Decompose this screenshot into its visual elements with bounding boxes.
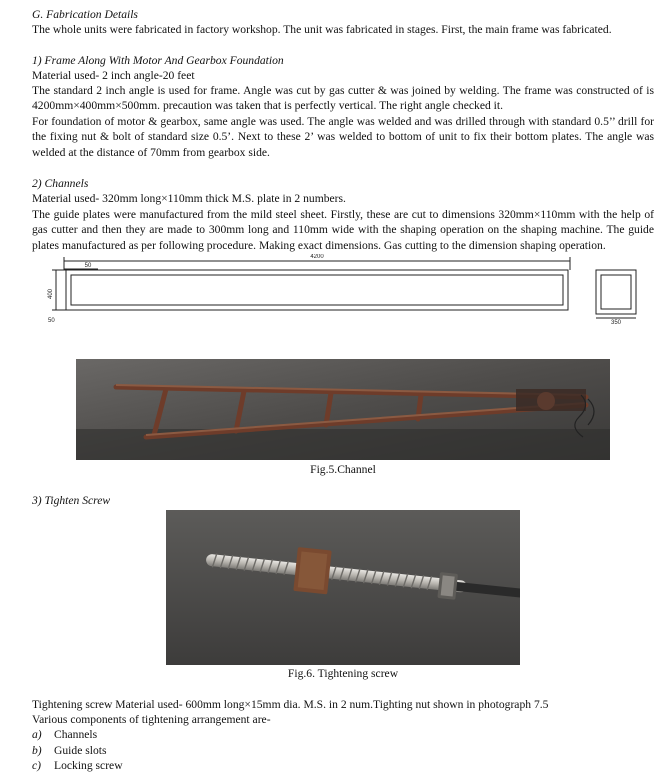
tail-intro: Various components of tightening arrangement are- xyxy=(32,713,271,726)
tail-paragraph: Tightening screw Material used- 600mm long×15mm dia. M.S. in 2 num.Tighting nut shown in photograph 7.5 xyxy=(32,698,549,711)
fig5-photo xyxy=(76,359,610,460)
list-item xyxy=(32,758,123,774)
components-list xyxy=(32,727,123,774)
list-item-text: Guide slots xyxy=(54,743,107,757)
list-item-label: a) xyxy=(32,728,42,741)
channel-frame-image xyxy=(76,359,610,460)
frame-drawing xyxy=(40,254,650,330)
section-g-heading: G. Fabrication Details xyxy=(32,8,138,21)
section-1-paragraph-1: The standard 2 inch angle is used for frame. Angle was cut by gas cutter & was joined by welding. The frame was constructed of is 4200mm×400mm×500mm. precaution was taken that is perfectly vertical. The right angle checked it. xyxy=(32,84,654,113)
section-1-paragraph-2: For foundation of motor & gearbox, same angle was used. The angle was welded and was drilled through with standard 0.5’’ drill for the fixing nut & bolt of standard size 0.5’. Next to these 2’ was welded to bottom of unit to fix their bottom plates. The angle was welded at the distance of 70mm from gearbox side. xyxy=(32,115,654,159)
list-item-label: b) xyxy=(32,743,42,757)
tightening-screw-image xyxy=(166,510,520,665)
frame-elevation-inner xyxy=(71,275,563,305)
list-item-text: Channels xyxy=(54,728,98,741)
list-item xyxy=(32,727,123,743)
section-1-heading: 1) Frame Along With Motor And Gearbox Foundation xyxy=(32,54,284,67)
fig6-photo xyxy=(166,510,520,665)
fig6-caption: Fig.6. Tightening screw xyxy=(287,667,399,680)
list-item xyxy=(32,743,123,759)
frame-end-view-inner xyxy=(601,275,631,309)
frame-elevation-outer xyxy=(66,270,568,310)
section-g-paragraph: The whole units were fabricated in factory workshop. The unit was fabricated in stages. First, the main frame was fabricated. xyxy=(32,23,612,36)
fig5-caption: Fig.5.Channel xyxy=(310,463,376,476)
dim-label-350: 350 xyxy=(610,320,622,326)
dim-label-length: 4200 xyxy=(310,254,324,260)
section-2-material: Material used- 320mm long×110mm thick M.S. plate in 2 numbers. xyxy=(32,192,346,205)
list-item-label: c) xyxy=(32,759,42,773)
frame-end-view-outer xyxy=(596,270,636,314)
section-3-heading: 3) Tighten Screw xyxy=(32,494,111,507)
section-1-material: Material used- 2 inch angle-20 feet xyxy=(32,69,195,82)
section-2-paragraph: The guide plates were manufactured from the mild steel sheet. Firstly, these are cut to dimensions 320mm×110mm with the help of gas cutter and then they are made to 300mm long and 110mm wide with the shaping operation on the shaping machine. The guide plates manufactured as per following procedure. Making exact dimensions. Gas cutting to the dimension shaping operation. xyxy=(32,208,654,252)
dim-label-400: 400 xyxy=(48,288,54,300)
list-item-text: Locking screw xyxy=(54,759,123,773)
dim-label-50-top: 50 xyxy=(84,263,92,269)
dim-label-50-left: 50 xyxy=(48,318,55,324)
section-2-heading: 2) Channels xyxy=(32,177,89,190)
